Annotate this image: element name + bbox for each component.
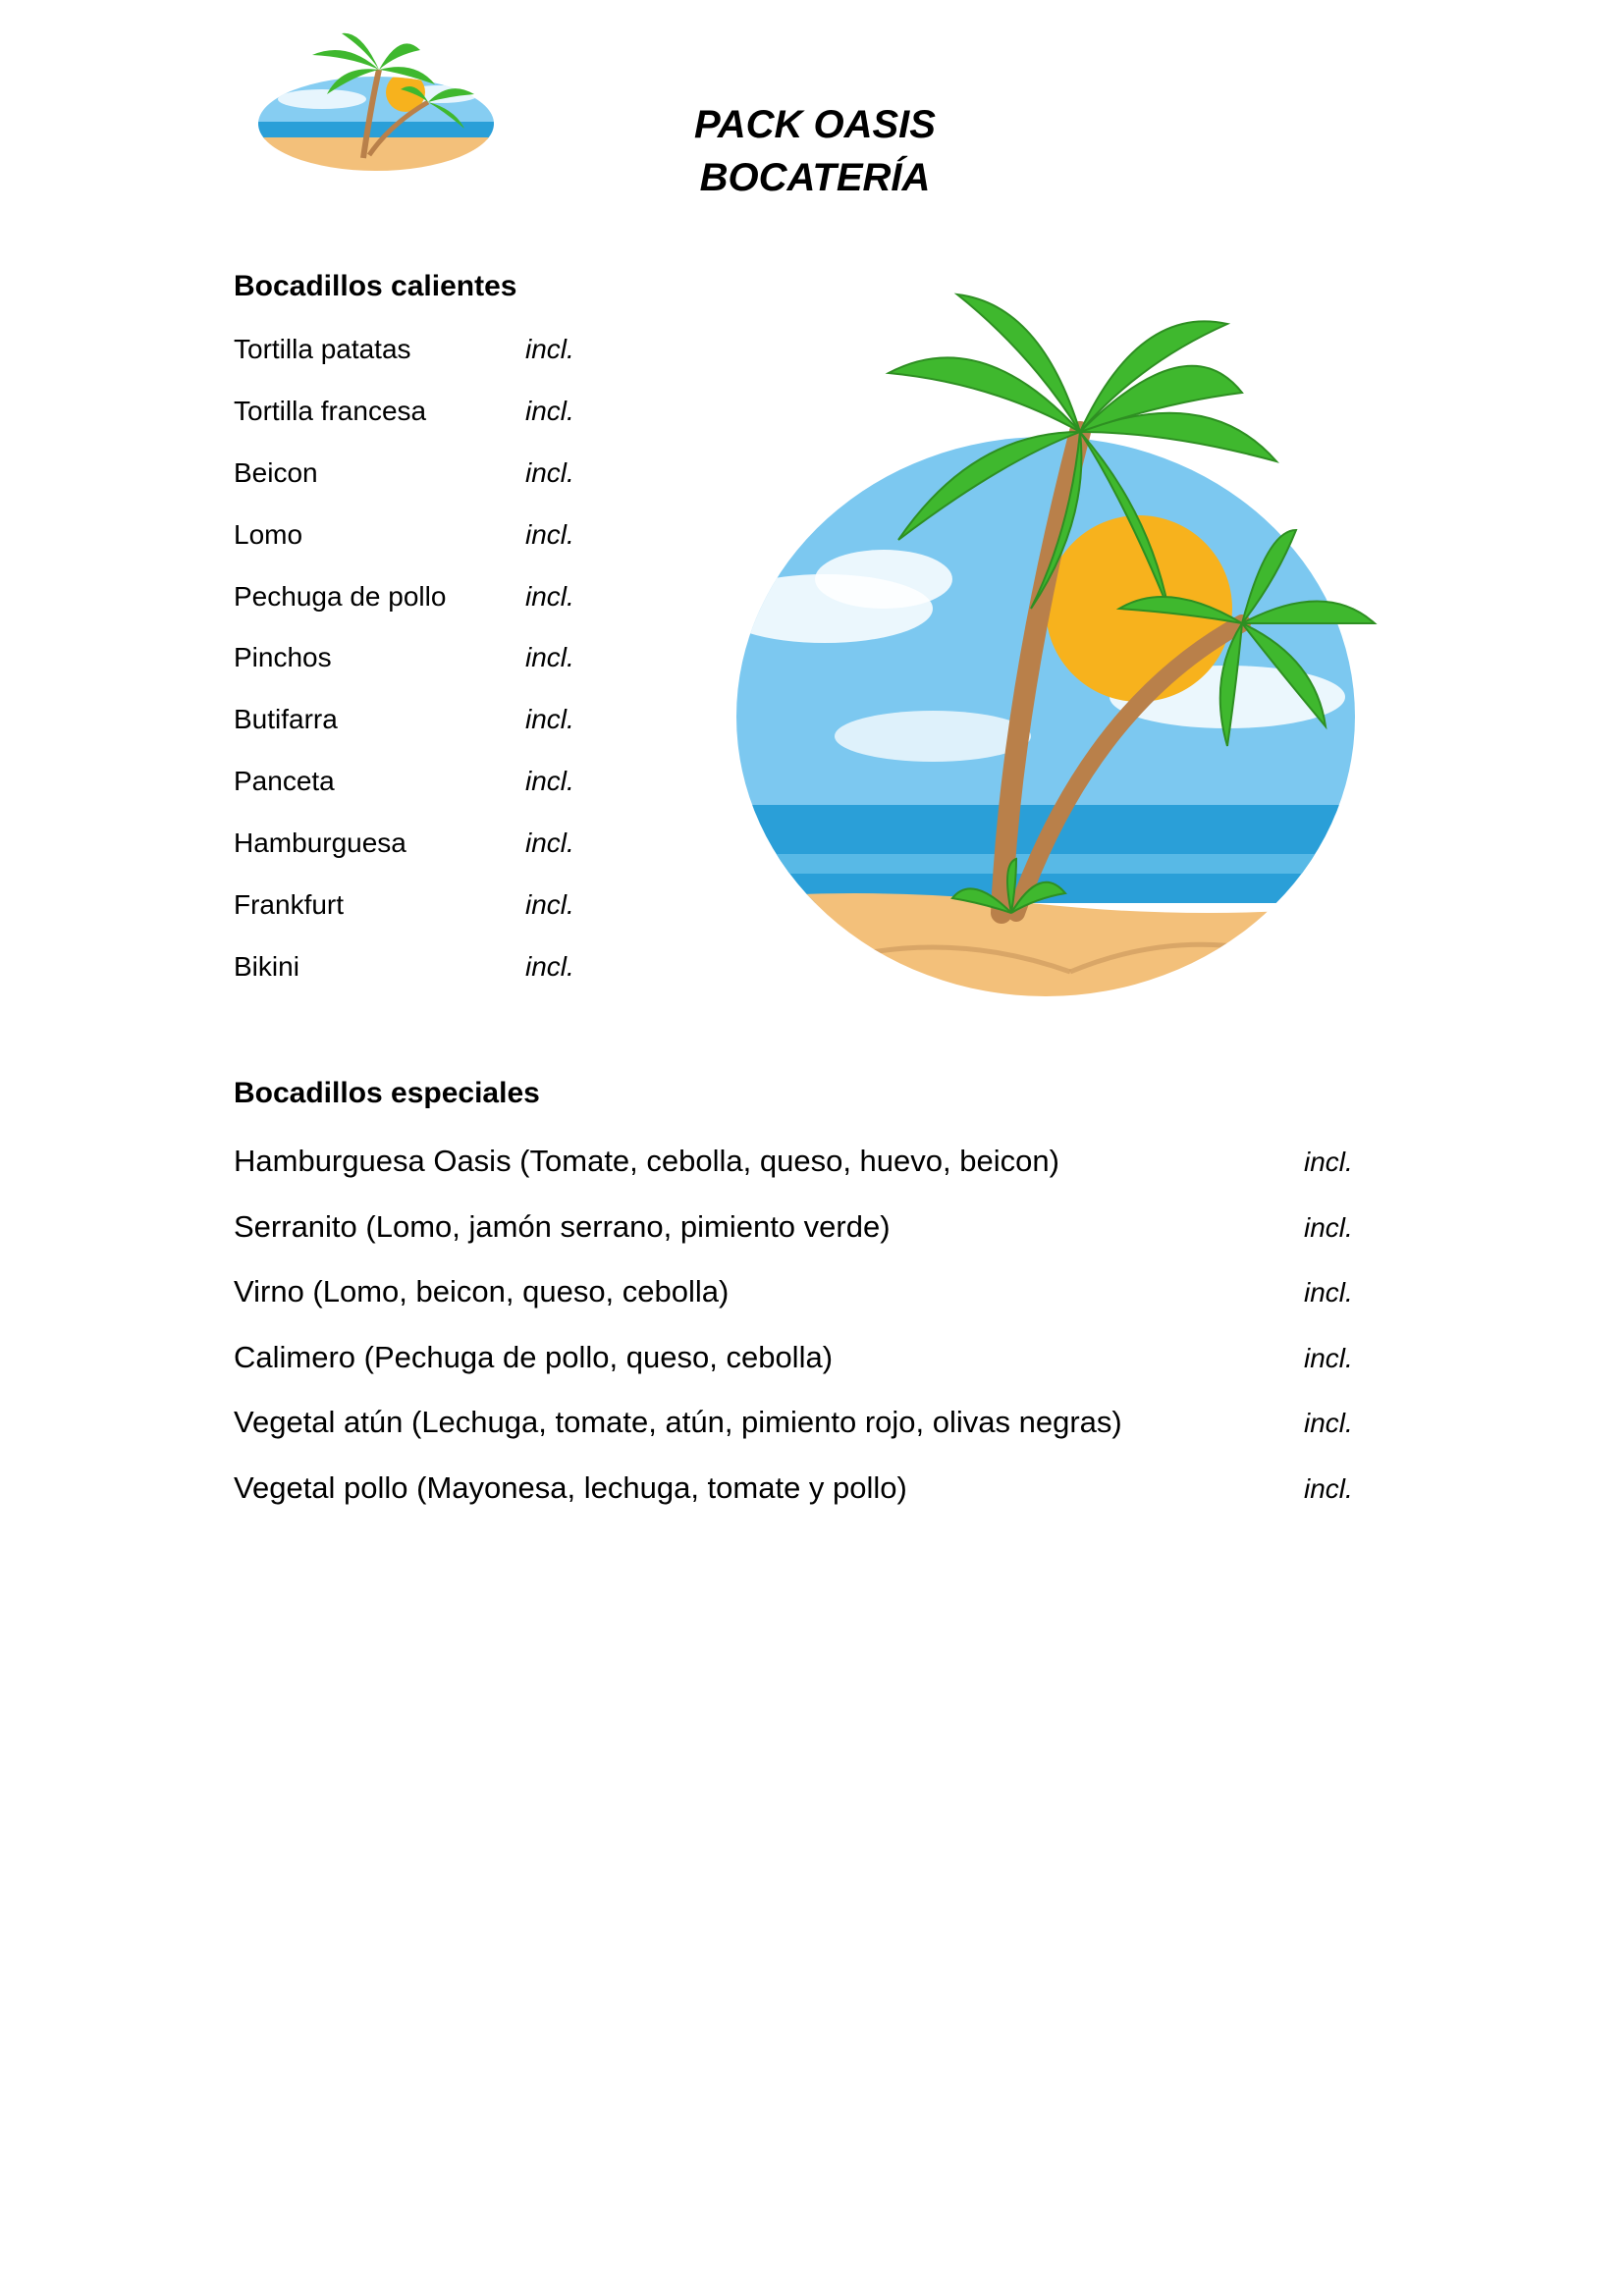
menu-item-price: incl. — [525, 951, 574, 982]
menu-item-name: Hamburguesa Oasis (Tomate, cebolla, queso, huevo, beicon) — [234, 1144, 1059, 1178]
menu-item-price: incl. — [525, 334, 574, 364]
menu-item-price: incl. — [1304, 1212, 1353, 1243]
menu-item-price: incl. — [525, 519, 574, 550]
menu-item-price: incl. — [525, 766, 574, 796]
menu-item-name: Hamburguesa — [234, 828, 406, 858]
menu-item-name: Tortilla patatas — [234, 334, 411, 364]
menu-item-name: Beicon — [234, 457, 318, 488]
menu-item-name: Pechuga de pollo — [234, 581, 447, 612]
menu-item-price: incl. — [1304, 1473, 1353, 1504]
menu-item-price: incl. — [525, 457, 574, 488]
menu-item-price: incl. — [1304, 1277, 1353, 1308]
menu-item-name: Tortilla francesa — [234, 396, 427, 426]
menu-item-price: incl. — [525, 642, 574, 672]
menu-item-price: incl. — [525, 396, 574, 426]
menu-item-name: Vegetal atún (Lechuga, tomate, atún, pimiento rojo, olivas negras) — [234, 1405, 1122, 1439]
menu-item-price: incl. — [1304, 1147, 1353, 1177]
menu-item-price: incl. — [525, 889, 574, 920]
menu-item-name: Lomo — [234, 519, 303, 550]
menu-item-name: Panceta — [234, 766, 335, 796]
menu-item-price: incl. — [1304, 1408, 1353, 1438]
menu-item-name: Serranito (Lomo, jamón serrano, pimiento verde) — [234, 1209, 891, 1244]
menu-item-name: Vegetal pollo (Mayonesa, lechuga, tomate y pollo) — [234, 1470, 907, 1505]
palm-beach-logo-icon — [253, 26, 499, 173]
page-title-line-2: BOCATERÍA — [699, 156, 931, 199]
menu-item-name: Pinchos — [234, 642, 332, 672]
menu-item-name: Frankfurt — [234, 889, 345, 920]
palm-beach-illustration-icon — [677, 285, 1384, 1001]
menu-item-price: incl. — [525, 828, 574, 858]
menu-item-name: Bikini — [234, 951, 299, 982]
menu-item-price: incl. — [525, 704, 574, 734]
page-title-line-1: PACK OASIS — [694, 103, 936, 146]
menu-item-price: incl. — [1304, 1343, 1353, 1373]
section-heading-special: Bocadillos especiales — [234, 1077, 540, 1109]
menu-item-price: incl. — [525, 581, 574, 612]
menu-item-name: Virno (Lomo, beicon, queso, cebolla) — [234, 1274, 730, 1308]
menu-item-name: Butifarra — [234, 704, 338, 734]
section-heading-hot: Bocadillos calientes — [234, 270, 517, 302]
menu-item-name: Calimero (Pechuga de pollo, queso, cebolla) — [234, 1340, 834, 1374]
